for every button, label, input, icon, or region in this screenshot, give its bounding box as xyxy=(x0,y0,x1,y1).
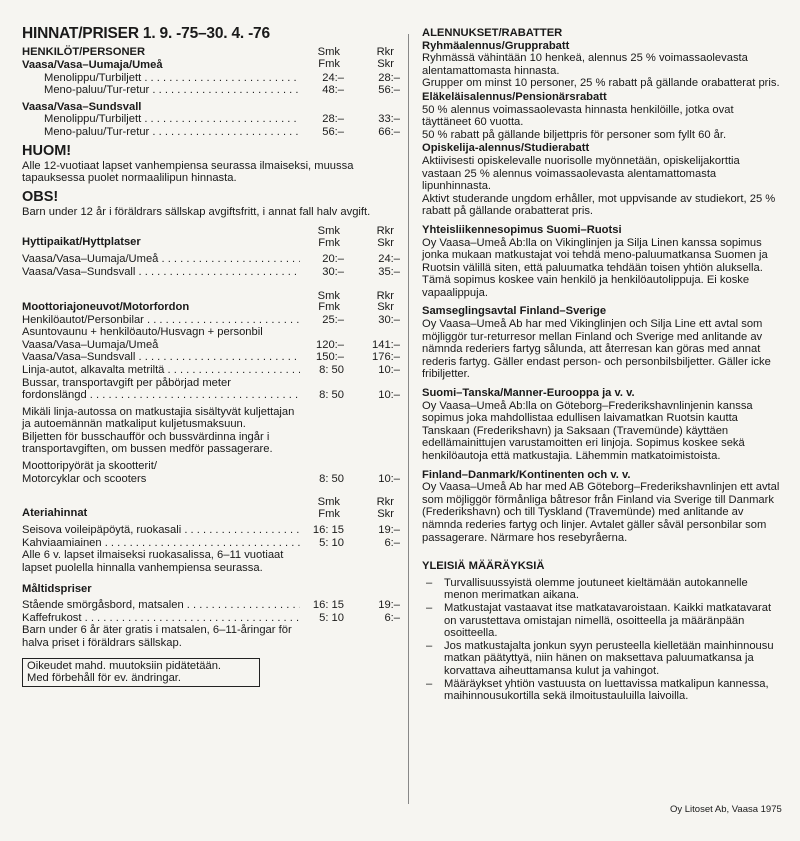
currency-rkr: Rkr xyxy=(376,289,394,302)
discount-section-title: Yhteisliikennesopimus Suomi–Ruotsi xyxy=(422,223,622,236)
price-fmk: 16: 15 xyxy=(312,524,344,537)
currency-rkr: Rkr xyxy=(376,46,394,58)
bus-note-sv: Biljetten för busschaufför och bussvärdinna ingår i transportavgiften, om bussen medför passagerare. xyxy=(22,430,273,456)
price-skr: 30:– xyxy=(378,313,400,326)
discount-section-text: Grupper om minst 10 personer, 25 % rabatt på gällande orabatterat pris. xyxy=(422,77,780,90)
price-row xyxy=(22,389,400,402)
currency-rkr: Rkr xyxy=(376,225,394,238)
dash-bullet-icon: – xyxy=(426,576,433,589)
price-row xyxy=(22,473,400,486)
disclaimer-box xyxy=(22,658,260,687)
huom-heading: HUOM! xyxy=(22,142,72,159)
price-fmk: 8: 50 xyxy=(319,472,344,485)
discount-section-title: Finland–Danmark/Kontinenten och v. v. xyxy=(422,468,631,481)
dash-bullet-icon: – xyxy=(426,677,433,690)
discount-section-text: Ryhmässä vähintään 10 henkeä, alennus 25 % voimassaolevasta alentamattomasta hinnasta. xyxy=(422,52,748,77)
price-fmk: 8: 50 xyxy=(319,363,344,376)
meals-header xyxy=(22,497,400,520)
caravan-text: Asuntovaunu + henkilöauto/Husvagn + personbil Vaasa/Vasa–Uumaja/Umeå xyxy=(22,326,263,351)
rule-item xyxy=(422,577,782,602)
disclaimer-fi: Oikeudet mahd. muutoksiin pidätetään. xyxy=(27,659,222,672)
rule-item xyxy=(422,678,782,703)
disclaimer-sv: Med förbehåll för ev. ändringar. xyxy=(27,672,182,685)
price-skr: 6:– xyxy=(384,611,400,624)
price-fmk: 56:– xyxy=(322,125,344,138)
currency-skr: Skr xyxy=(377,301,394,314)
price-skr: 10:– xyxy=(378,363,400,376)
row-label: Vaasa/Vasa–Sundsvall . . . xyxy=(22,266,300,279)
price-skr: 24:– xyxy=(378,253,400,266)
row-label: Motorcyklar och scooters xyxy=(22,472,147,485)
rule-text: Jos matkustajalta jonkun syyn perusteella kielletään mainhinnousu matkan päätyttyä, niin hänen on maksettava paluumatkansa ja korvattava aiheuttamansa kulut ja vahingot. xyxy=(444,639,774,677)
price-skr: 6:– xyxy=(384,536,400,549)
row-label: Meno-paluu/Tur-retur . . . xyxy=(22,126,300,139)
route-umea-heading: Vaasa/Vasa–Uumaja/Umeå xyxy=(22,59,163,71)
rule-item xyxy=(422,640,782,678)
price-row xyxy=(22,113,400,126)
price-fmk: 5: 10 xyxy=(319,611,344,624)
currency-smk: Smk xyxy=(317,289,340,302)
price-skr: 66:– xyxy=(378,125,400,138)
price-row xyxy=(22,72,400,85)
row-label: fordonslängd . . . xyxy=(22,389,300,402)
price-row xyxy=(22,314,400,327)
row-label: Stående smörgåsbord, matsalen . . . xyxy=(22,599,300,612)
discount-section xyxy=(422,387,782,463)
currency-smk: Smk xyxy=(317,46,340,58)
price-fmk: 8: 50 xyxy=(319,389,344,402)
price-fmk: 150:– xyxy=(316,351,344,364)
moto-text: Moottoripyörät ja skootterit/ xyxy=(22,460,157,473)
price-fmk: 28:– xyxy=(322,113,344,126)
discount-section xyxy=(422,40,782,90)
price-row xyxy=(22,84,400,97)
obs-text: Barn under 12 år i föräldrars sällskap avgiftsfritt, i annat fall halv avgift. xyxy=(22,205,371,218)
price-row xyxy=(22,253,400,266)
discount-section xyxy=(422,91,782,141)
price-row xyxy=(22,351,400,364)
row-label: Linja-autot, alkavalta metriltä . . . xyxy=(22,364,300,377)
discount-sections xyxy=(422,40,782,545)
price-skr: 176:– xyxy=(372,351,400,364)
price-skr: 56:– xyxy=(378,84,400,97)
price-row xyxy=(22,524,400,537)
obs-heading: OBS! xyxy=(22,188,59,205)
bus-text: Bussar, transportavgift per påbörjad meter xyxy=(22,376,231,389)
cabins-header xyxy=(22,226,400,249)
price-skr: 19:– xyxy=(378,524,400,537)
passengers-heading: HENKILÖT/PERSONER xyxy=(22,46,146,58)
cabins-heading: Hyttipaikat/Hyttplatser xyxy=(22,236,141,249)
dash-bullet-icon: – xyxy=(426,639,433,652)
row-label: Kahviaamiainen . . . xyxy=(22,537,300,550)
currency-smk: Smk xyxy=(317,225,340,238)
discount-section-text: Oy Vaasa–Umeå Ab har med AB Göteborg–Frederikshavnlinjen ett avtal som möjliggör förmånliga båtresor från Finland via Sverige till Danmark (Frederikshavn) och till Tyskland (Travemünde) med anlitande av nämnda rederies fartyg och linjer. Avtalet gäller såväl personbilar som passagerare. Närmare hos resebyråerna. xyxy=(422,481,780,544)
huom-text: Alle 12-vuotiaat lapset vanhempiensa seurassa ilmaiseksi, muussa tapauksessa puolet normaalilipun hinnasta. xyxy=(22,159,354,185)
row-label: Menolippu/Turbiljett . . . xyxy=(22,113,300,126)
printer-credit: Oy Litoset Ab, Vaasa 1975 xyxy=(670,804,782,815)
price-row xyxy=(22,266,400,279)
price-skr: 141:– xyxy=(372,338,400,351)
discount-section xyxy=(422,142,782,218)
currency-fmk: Fmk xyxy=(318,301,340,314)
currency-rkr: Rkr xyxy=(376,496,394,509)
rules-list xyxy=(422,577,782,703)
discount-column xyxy=(422,27,782,703)
column-divider xyxy=(408,34,409,804)
discount-section-text: Oy Vaasa–Umeå Ab:lla on Vikinglinjen ja Silja Linen kanssa sopimus jonka mukaan matkustajat voi tehdä meno-paluumatkansa Suomen ja Ruotsin välillä siten, että paluumatka tehdään toisen yhtiön aluksella. Tämä sopimus koskee vain henkilö ja henkilöautolippuja. Ei koske vapaalippuja. xyxy=(422,236,768,299)
discount-section-title: Suomi–Tanska/Manner-Eurooppa ja v. v. xyxy=(422,387,635,400)
row-label: Kaffefrukost . . . xyxy=(22,612,300,625)
price-fmk: 24:– xyxy=(322,71,344,84)
discounts-heading: ALENNUKSET/RABATTER xyxy=(422,27,563,39)
rule-text: Turvallisuussyistä olemme joutuneet kieltämään autokannelle menon merimatkan aikana. xyxy=(444,576,748,602)
meals-sv-note: Barn under 6 år äter gratis i matsalen, 6–11-åringar för halva priset i föräldrars sällskap. xyxy=(22,624,292,649)
price-fmk: 5: 10 xyxy=(319,536,344,549)
discount-section xyxy=(422,224,782,300)
discount-section-text: Aktiivisesti opiskelevalle nuorisolle myönnetään, opiskelijakorttia vastaan 25 % alennus voimassaolevasta alentamattomasta lipunhinnasta. xyxy=(422,154,740,193)
price-fmk: 120:– xyxy=(316,338,344,351)
discount-section-text: Oy Vaasa–Umeå Ab:lla on Göteborg–Frederikshavnlinjenin kanssa sopimus joka mahdollistaa edullisen laivamatkan Ruotsin kautta Tanskaan (Frederikshavn) ja Saksaan (Travemünde) käyttäen edellämainittujen varustamoitten eri linjoja. Sopimus koskee sekä henkilöautoja että matkustajia. Lähemmin matkatoimistoista. xyxy=(422,399,753,462)
rule-item xyxy=(422,602,782,640)
row-label: Meno-paluu/Tur-retur . . . xyxy=(22,84,300,97)
discount-section-title: Samseglingsavtal Finland–Sverige xyxy=(422,305,607,318)
meals-heading: Ateriahinnat xyxy=(22,507,88,520)
caravan-prices xyxy=(300,339,400,352)
meals-sv-heading: Måltidspriser xyxy=(22,582,92,595)
dash-bullet-icon: – xyxy=(426,601,433,614)
discount-section-text: 50 % alennus voimassaolevasta hinnasta henkilöille, jotka ovat täyttäneet 60 vuotta. xyxy=(422,103,734,129)
price-row xyxy=(22,126,400,139)
price-fmk: 48:– xyxy=(322,84,344,97)
discount-section-title: Eläkeläisalennus/Pensionärsrabatt xyxy=(422,90,607,103)
route-sundsvall-heading: Vaasa/Vasa–Sundsvall xyxy=(22,100,142,113)
currency-fmk: Fmk xyxy=(318,236,340,249)
price-row xyxy=(22,364,400,377)
discount-section-text: Aktivt studerande ungdom erhåller, mot uppvisande av studiekort, 25 % rabatt på gällande orabatterat pris. xyxy=(422,192,776,218)
currency-skr: Skr xyxy=(377,507,394,520)
price-row xyxy=(22,612,400,625)
price-row xyxy=(22,537,400,550)
discount-section-text: Oy Vaasa–Umeå Ab har med Vikinglinjen och Silja Line ett avtal som möjliggör tur-returresor mellan Finland och Sverige med anlitande av nämnda rederiers fartyg sålunda, att återresan kan göras med annat rederis fartyg. Gäller endast person- och personbilsbiljetter. Gäller icke fribiljetter. xyxy=(422,318,771,381)
price-skr: 28:– xyxy=(378,71,400,84)
bus-note-fi: Mikäli linja-autossa on matkustajia sisältyvät kuljettajan ja autoemännän matkaliput kuljetusmaksuun. xyxy=(22,405,295,431)
meals-note: Alle 6 v. lapset ilmaiseksi ruokasalissa, 6–11 vuotiaat lapset puolella hinnalla vanhempiensa seurassa. xyxy=(22,549,284,575)
row-label: Menolippu/Turbiljett . . . xyxy=(22,72,300,85)
currency-fmk: Fmk xyxy=(318,57,340,70)
vehicles-heading: Moottoriajoneuvot/Motorfordon xyxy=(22,300,190,313)
row-label: Henkilöautot/Personbilar . . . xyxy=(22,314,300,327)
discount-section-text: 50 % rabatt på gällande biljettpris för personer som fyllt 60 år. xyxy=(422,128,727,141)
discount-section xyxy=(422,305,782,381)
general-rules-heading: YLEISIÄ MÄÄRÄYKSIÄ xyxy=(422,560,545,573)
price-fmk: 16: 15 xyxy=(312,599,344,612)
caravan-block xyxy=(22,326,400,351)
price-skr: 10:– xyxy=(378,472,400,485)
row-label: Seisova voileipäpöytä, ruokasali . . . xyxy=(22,524,300,537)
rule-text: Matkustajat vastaavat itse matkatavaroistaan. Kaikki matkatavarat on varustettava omistajan nimellä, osoitteella ja määränpään osoitteella. xyxy=(444,601,772,640)
price-column xyxy=(22,24,400,687)
price-skr: 19:– xyxy=(378,599,400,612)
currency-skr: Skr xyxy=(377,236,394,249)
currency-smk: Smk xyxy=(317,496,340,509)
price-fmk: 20:– xyxy=(322,253,344,266)
currency-fmk: Fmk xyxy=(318,507,340,520)
price-skr: 10:– xyxy=(378,389,400,402)
price-skr: 35:– xyxy=(378,265,400,278)
price-fmk: 25:– xyxy=(322,313,344,326)
row-label: Vaasa/Vasa–Uumaja/Umeå . . . xyxy=(22,253,300,266)
discount-section-title: Opiskelija-alennus/Studierabatt xyxy=(422,142,590,155)
price-title: HINNAT/PRISER 1. 9. -75–30. 4. -76 xyxy=(22,25,270,42)
price-skr: 33:– xyxy=(378,113,400,126)
discount-section xyxy=(422,469,782,545)
currency-skr: Skr xyxy=(377,57,394,70)
rule-text: Määräykset yhtiön vastuusta on luettavissa matkalipun kannessa, maihinnousukortilla sekä ilmoitustauluilla laivoilla. xyxy=(444,677,769,703)
row-label: Vaasa/Vasa–Sundsvall . . . xyxy=(22,351,300,364)
price-row xyxy=(22,599,400,612)
vehicles-header xyxy=(22,291,400,314)
price-fmk: 30:– xyxy=(322,265,344,278)
discount-section-title: Ryhmäalennus/Grupprabatt xyxy=(422,39,570,52)
